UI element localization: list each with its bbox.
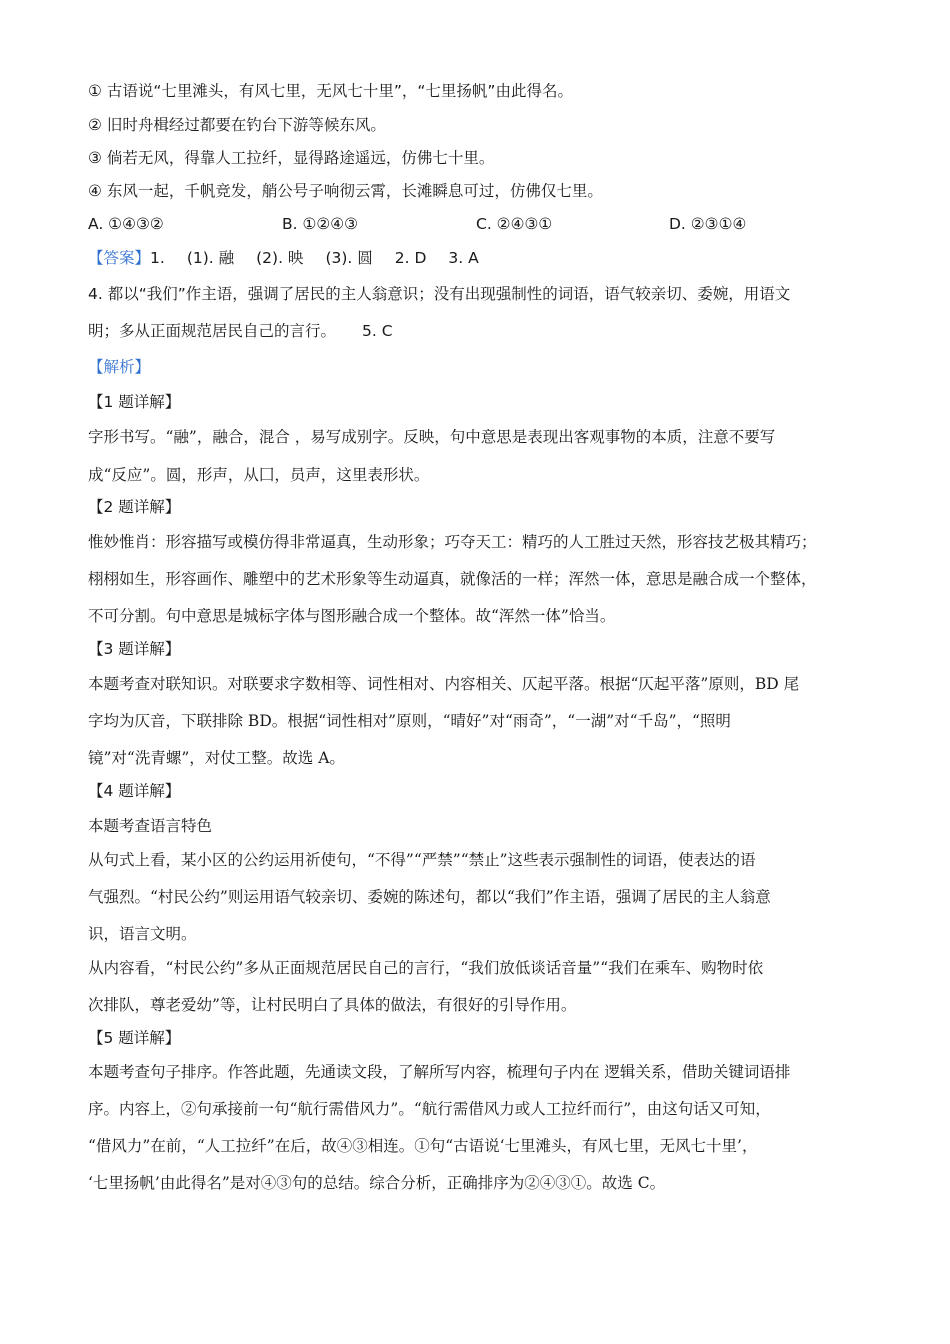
detail-4-line-2: 从句式上看，某小区的公约运用祈使句，“不得”“严禁”“禁止”这些表示强制性的词语，使表达的语 (88, 851, 756, 869)
detail-4-heading: 【4 题详解】 (88, 782, 181, 800)
detail-2-line-2: 栩栩如生，形容画作、雕塑中的艺术形象等生动逼真，就像活的一样；浑然一体，意思是融合成一个整体， (88, 570, 817, 588)
answer-q1-part3: (3). 圆 (325, 249, 373, 267)
option-d: D. ②③①④ (669, 215, 747, 233)
answer-q1-label: 1. (150, 249, 165, 267)
detail-3-heading: 【3 题详解】 (88, 640, 181, 658)
sentence-item-4: ④ 东风一起，千帆竞发，艄公号子响彻云霄，长滩瞬息可过，仿佛仅七里。 (88, 182, 603, 200)
answer-q3: 3. A (448, 249, 479, 267)
detail-5-line-2: 序。内容上，②句承接前一句“航行需借风力”。“航行需借风力或人工拉纤而行”，由这句话又可知， (88, 1100, 771, 1118)
detail-2-heading: 【2 题详解】 (88, 498, 181, 516)
detail-4-line-4: 识，语言文明。 (88, 925, 197, 943)
answer-line (88, 248, 501, 268)
option-c: C. ②④③① (476, 215, 553, 233)
detail-5-line-1: 本题考查句子排序。作答此题，先通读文段，了解所写内容，梳理句子内在 逻辑关系，借助关键词语排 (88, 1063, 791, 1081)
answer-q4-line2: 明；多从正面规范居民自己的言行。 (88, 322, 337, 340)
answer-q4-line1: 4. 都以“我们”作主语，强调了居民的主人翁意识；没有出现强制性的词语，语气较亲切、委婉，用语文 (88, 285, 791, 303)
answer-q1-part2: (2). 映 (256, 249, 304, 267)
detail-4-line-5: 从内容看，“村民公约”多从正面规范居民自己的言行，“我们放低谈话音量”“我们在乘车、购物时依 (88, 959, 764, 977)
detail-4-line-1: 本题考查语言特色 (88, 817, 213, 835)
detail-1-line-2: 成“反应”。圆，形声，从囗，员声，这里表形状。 (88, 466, 430, 484)
option-b: B. ①②④③ (282, 215, 359, 233)
option-a: A. ①④③② (88, 215, 164, 233)
detail-4-line-3: 气强烈。“村民公约”则运用语气较亲切、委婉的陈述句，都以“我们”作主语，强调了居民的主人翁意 (88, 888, 771, 906)
answer-q2: 2. D (394, 249, 427, 267)
answer-tag: 【答案】 (88, 249, 151, 267)
answer-q4-line2-row (88, 321, 393, 341)
detail-5-heading: 【5 题详解】 (88, 1029, 181, 1047)
sentence-item-2: ② 旧时舟楫经过都要在钓台下游等候东风。 (88, 116, 386, 134)
detail-2-line-1: 惟妙惟肖：形容描写或模仿得非常逼真，生动形象；巧夺天工：精巧的人工胜过天然，形容技艺极其精巧； (88, 533, 817, 551)
detail-3-line-3: 镜”对“洗青螺”，对仗工整。故选 A。 (88, 749, 345, 767)
detail-5-line-3: “借风力”在前，“人工拉纤”在后，故④③相连。①句“古语说‘七里滩头，有风七里，无风七十里’， (88, 1137, 758, 1155)
analysis-tag: 【解析】 (88, 358, 151, 376)
detail-4-line-6: 次排队，尊老爱幼”等，让村民明白了具体的做法，有很好的引导作用。 (88, 996, 577, 1014)
answer-q1-part1: (1). 融 (186, 249, 235, 267)
detail-1-line-1: 字形书写。“融”，融合，混合 ，易写成别字。反映，句中意思是表现出客观事物的本质，注意不要写 (88, 428, 776, 446)
answer-q5: 5. C (362, 322, 393, 340)
detail-1-heading: 【1 题详解】 (88, 393, 181, 411)
detail-5-line-4: ‘七里扬帆’由此得名”是对④③句的总结。综合分析，正确排序为②④③①。故选 C。 (88, 1174, 666, 1192)
sentence-item-1: ① 古语说“七里滩头，有风七里，无风七十里”，“七里扬帆”由此得名。 (88, 82, 573, 100)
detail-3-line-2: 字均为仄音，下联排除 BD。根据“词性相对”原则，“晴好”对“雨奇”，“一湖”对“千岛”，“照明 (88, 712, 731, 730)
sentence-item-3: ③ 倘若无风，得靠人工拉纤，显得路途遥远，仿佛七十里。 (88, 149, 495, 167)
detail-3-line-1: 本题考查对联知识。对联要求字数相等、词性相对、内容相关、仄起平落。根据“仄起平落”原则，BD 尾 (88, 675, 800, 693)
detail-2-line-3: 不可分割。句中意思是城标字体与图形融合成一个整体。故“浑然一体”恰当。 (88, 607, 616, 625)
